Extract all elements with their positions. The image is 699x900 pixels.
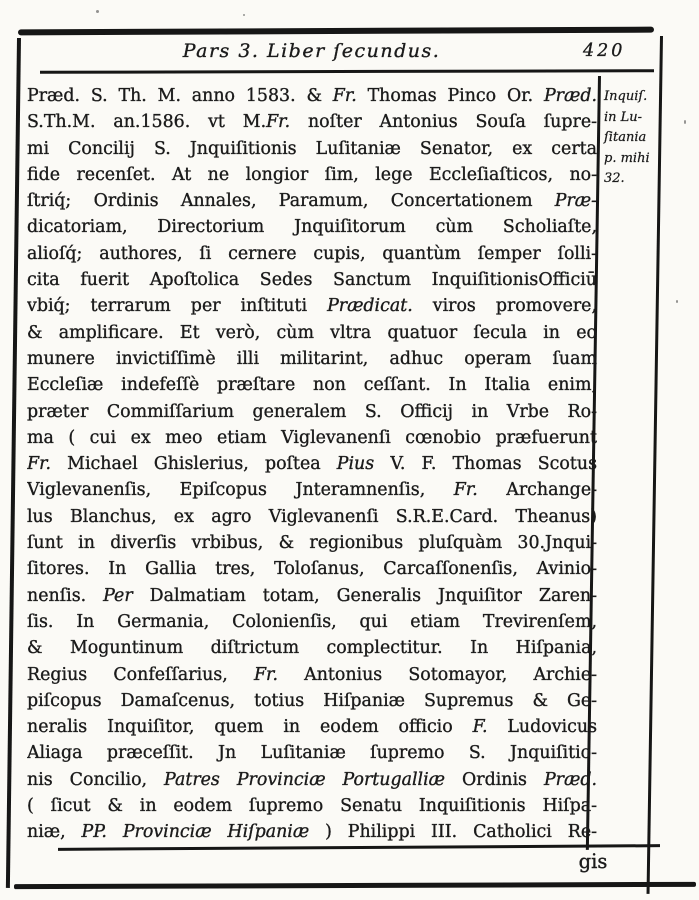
text-line <box>27 372 597 398</box>
text-line <box>27 477 597 503</box>
margin-note <box>604 87 657 190</box>
roman-segment: mi Concilij S. Jnquiſitionis Luſitaniæ Senator, ex certa <box>27 138 597 159</box>
roman-segment: Michael Ghislerius, poſtea <box>51 454 337 475</box>
margin-note-line: ſitania <box>604 130 647 145</box>
text-line <box>27 109 597 135</box>
text-line <box>27 241 597 267</box>
text-line <box>27 530 597 556</box>
roman-segment: alioſq́; authores, ſi cernere cupis, quantùm ſemper ſolli- <box>27 243 597 264</box>
text-line <box>27 188 597 214</box>
bottom-border-rule <box>14 882 696 889</box>
roman-segment: ſunt in diverſis vrbibus, & regionibus pluſquàm 30.Jnqui- <box>27 533 597 554</box>
italic-segment: Fr. <box>253 664 278 685</box>
text-line <box>27 83 597 109</box>
roman-segment: & amplificare. Et verò, cùm vltra quatuor ſecula in eo <box>27 322 597 343</box>
text-line <box>27 740 597 766</box>
italic-segment: Præd. <box>543 86 597 106</box>
text-line <box>27 688 597 714</box>
text-line <box>27 819 597 845</box>
top-border-rule <box>18 27 654 36</box>
roman-segment: Viglevanenſis, Epiſcopus Jnteramnenſis, <box>27 480 454 501</box>
text-line <box>27 714 597 740</box>
roman-segment: nis Concilio, <box>27 769 165 790</box>
italic-segment: Pius <box>336 454 375 475</box>
italic-segment: Per <box>103 585 133 606</box>
italic-segment: F. <box>472 717 488 738</box>
roman-segment: Regius Confeſſarius, <box>27 664 254 685</box>
text-line <box>27 609 597 635</box>
roman-segment: ma ( cui ex meo etiam Viglevanenſi cœnobio præfuerunt <box>27 427 597 448</box>
text-line <box>27 293 597 319</box>
roman-segment: Ordinis <box>445 769 544 790</box>
text-line <box>27 662 597 688</box>
italic-segment: Fr. <box>332 86 357 106</box>
italic-segment: Præd. <box>543 769 597 790</box>
text-line <box>27 793 597 819</box>
roman-segment: Thomas Pinco Or. <box>356 86 544 106</box>
italic-segment: Patres Provinciæ Portugalliæ <box>164 769 446 790</box>
text-line <box>27 214 597 240</box>
roman-segment: lus Blanchus, ex agro Viglevanenſi S.R.E.Card. Theanus) <box>27 506 597 527</box>
text-line <box>27 346 597 372</box>
text-line <box>27 504 597 530</box>
header-divider-rule <box>40 69 654 74</box>
margin-note-line: Inquiſ. <box>604 89 648 104</box>
margin-note-line: 32. <box>604 171 625 186</box>
roman-segment: ſitores. In Gallia tres, Toloſanus, Carcaſſonenſis, Avinio- <box>27 559 597 580</box>
scan-speck <box>96 10 99 13</box>
roman-segment: ſtriq́; Ordinis Annales, Paramum, Concertationem <box>27 191 555 212</box>
roman-segment: cita fuerit Apoſtolica Sedes Sanctum InquiſitionisOfficiū <box>27 270 597 291</box>
scan-speck <box>684 120 686 124</box>
roman-segment: Eccleſiæ indefeſſè præſtare non ceſſant. In Italia enim, <box>27 375 597 396</box>
running-title: Pars 3. Liber ſecundus. <box>182 40 441 62</box>
catchword: gis <box>578 850 608 873</box>
margin-note-line: in Lu- <box>604 109 643 125</box>
scan-speck <box>676 300 678 303</box>
roman-segment: Ludovicus <box>487 717 597 738</box>
scan-speck <box>243 14 245 16</box>
text-line <box>27 583 597 609</box>
roman-segment: vbiq́; terrarum per inſtituti <box>27 296 328 317</box>
text-line <box>27 320 597 346</box>
text-line <box>27 425 597 451</box>
roman-segment: munere invictiſſimè illi militarint, adhuc operam ſuam <box>27 348 597 369</box>
roman-segment: S.Th.M. an.1586. vt M. <box>27 112 267 133</box>
page-number: 420 <box>583 41 626 61</box>
roman-segment: Aliaga præceſſit. Jn Luſitaniæ ſupremo S. Jnquiſitio- <box>27 743 597 764</box>
roman-segment: dicatoriam, Directorium Jnquiſitorum cùm Scholiaſte, <box>27 217 597 238</box>
text-line <box>27 162 597 188</box>
text-line <box>27 267 597 293</box>
text-line <box>27 767 597 793</box>
italic-segment: PP. Provinciæ Hiſpaniæ <box>81 822 310 843</box>
roman-segment: niæ, <box>27 822 82 843</box>
roman-segment: & Moguntinum diſtrictum complectitur. In Hiſpania, <box>27 638 597 659</box>
roman-segment: viros promovere, <box>412 296 597 317</box>
roman-segment: V. F. Thomas Scotus <box>374 454 597 475</box>
roman-segment: Præd. S. Th. M. anno 1583. & <box>27 86 333 106</box>
roman-segment: fide recenſet. At ne longior ſim, lege Eccleſiaſticos, no- <box>27 164 597 185</box>
roman-segment: præter Commiſſarium generalem S. Officij in Vrbe Ro- <box>27 401 597 422</box>
text-line <box>27 399 597 425</box>
body-text <box>27 83 597 846</box>
italic-segment: Fr. <box>27 454 51 475</box>
roman-segment: neralis Inquiſitor, quem in eodem officio <box>27 717 473 738</box>
text-line <box>27 635 597 661</box>
roman-segment: Archange- <box>477 480 597 501</box>
italic-segment: Fr. <box>266 112 291 133</box>
italic-segment: Prædicat. <box>327 296 413 317</box>
text-line <box>27 136 597 162</box>
roman-segment: ( ſicut & in eodem ſupremo Senatu Inquiſitionis Hiſpa- <box>27 796 597 817</box>
text-line <box>27 556 597 582</box>
roman-segment: ) Philippi III. Catholici Re- <box>309 822 597 843</box>
roman-segment: noſter Antonius Souſa ſupre- <box>290 112 597 133</box>
roman-segment: piſcopus Damaſcenus, totius Hiſpaniæ Supremus & Ge- <box>27 690 597 711</box>
roman-segment: Dalmatiam totam, Generalis Jnquiſitor Zaren- <box>132 585 597 606</box>
roman-segment: Antonius Sotomayor, Archie- <box>277 664 597 685</box>
margin-note-line: p. mihi <box>604 150 650 166</box>
roman-segment: ſis. In Germania, Colonienſis, qui etiam Trevirenſem, <box>27 611 597 632</box>
left-border-rule <box>6 38 21 888</box>
text-line <box>27 451 597 477</box>
italic-segment: Præ- <box>554 191 597 212</box>
italic-segment: Fr. <box>453 480 478 501</box>
roman-segment: nenſis. <box>27 585 104 606</box>
